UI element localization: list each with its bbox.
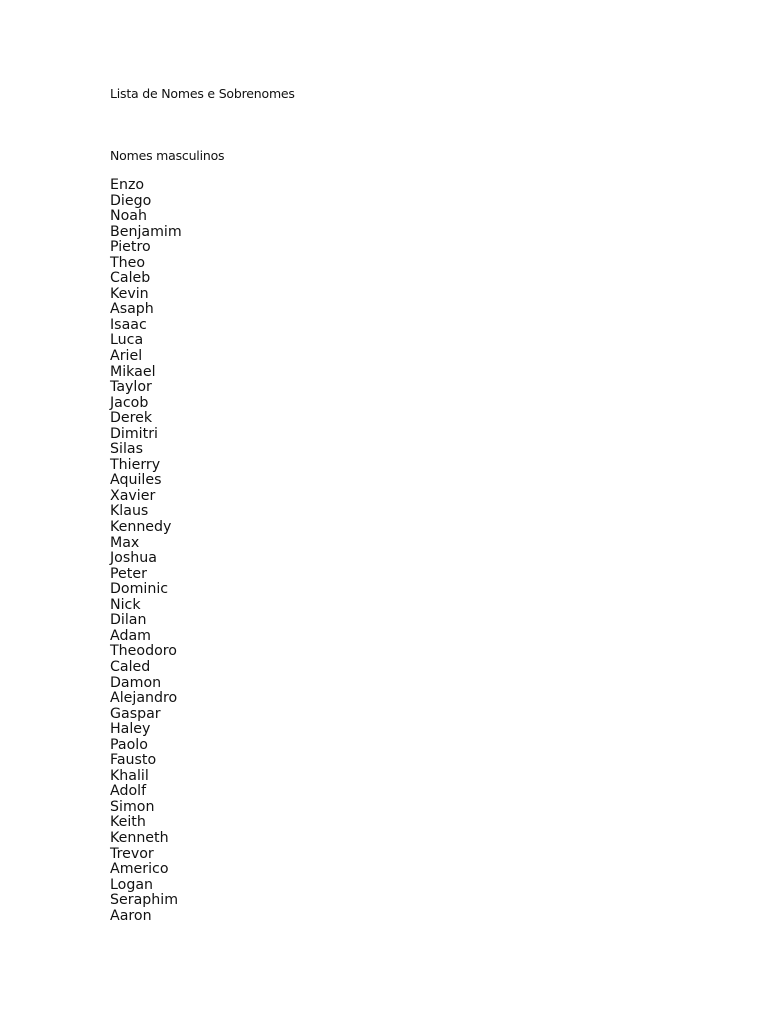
- list-item: Thierry: [110, 456, 161, 473]
- list-item: Max: [110, 534, 140, 551]
- list-item: Taylor: [110, 379, 152, 396]
- section-heading-male-names: Nomes masculinos: [110, 148, 225, 163]
- list-item: Diego: [110, 192, 152, 209]
- list-item: Nick: [110, 596, 141, 613]
- list-item: Damon: [110, 674, 162, 691]
- list-item: Dilan: [110, 612, 147, 629]
- list-item: Gaspar: [110, 705, 161, 722]
- names-list: [110, 178, 182, 924]
- list-item: Jacob: [110, 394, 149, 411]
- list-item: Dimitri: [110, 425, 158, 442]
- list-item: Haley: [110, 721, 151, 738]
- list-item: Aquiles: [110, 472, 162, 489]
- list-item: Kevin: [110, 285, 149, 302]
- list-item: Adolf: [110, 783, 147, 800]
- list-item: Ariel: [110, 348, 143, 365]
- list-item: Pietro: [110, 239, 151, 256]
- list-item: Logan: [110, 876, 154, 893]
- list-item: Theo: [110, 254, 146, 271]
- list-item: Seraphim: [110, 892, 179, 909]
- list-item: Joshua: [110, 550, 157, 567]
- list-item: Dominic: [110, 581, 169, 598]
- list-item: Kennedy: [110, 519, 172, 536]
- document-title: Lista de Nomes e Sobrenomes: [110, 86, 295, 101]
- list-item: Benjamim: [110, 223, 182, 240]
- list-item: Theodoro: [110, 643, 177, 660]
- list-item: Simon: [110, 798, 155, 815]
- list-item: Mikael: [110, 363, 156, 380]
- list-item: Kenneth: [110, 829, 169, 846]
- list-item: Caled: [110, 658, 151, 675]
- list-item: Caleb: [110, 270, 151, 287]
- list-item: Alejandro: [110, 690, 178, 707]
- list-item: Aaron: [110, 907, 152, 924]
- list-item: Derek: [110, 410, 153, 427]
- list-item: Isaac: [110, 316, 147, 333]
- list-item: Klaus: [110, 503, 149, 520]
- list-item: Trevor: [110, 845, 154, 862]
- list-item: Keith: [110, 814, 146, 831]
- list-item: Peter: [110, 565, 147, 582]
- list-item: Khalil: [110, 767, 149, 784]
- list-item: Xavier: [110, 487, 156, 504]
- list-item: Adam: [110, 627, 151, 644]
- list-item: Asaph: [110, 301, 154, 318]
- list-item: Paolo: [110, 736, 148, 753]
- list-item: Enzo: [110, 177, 145, 193]
- list-item: Fausto: [110, 752, 157, 769]
- list-item: Noah: [110, 208, 147, 225]
- list-item: Americo: [110, 861, 169, 878]
- list-item: Silas: [110, 441, 143, 458]
- list-item: Luca: [110, 332, 144, 349]
